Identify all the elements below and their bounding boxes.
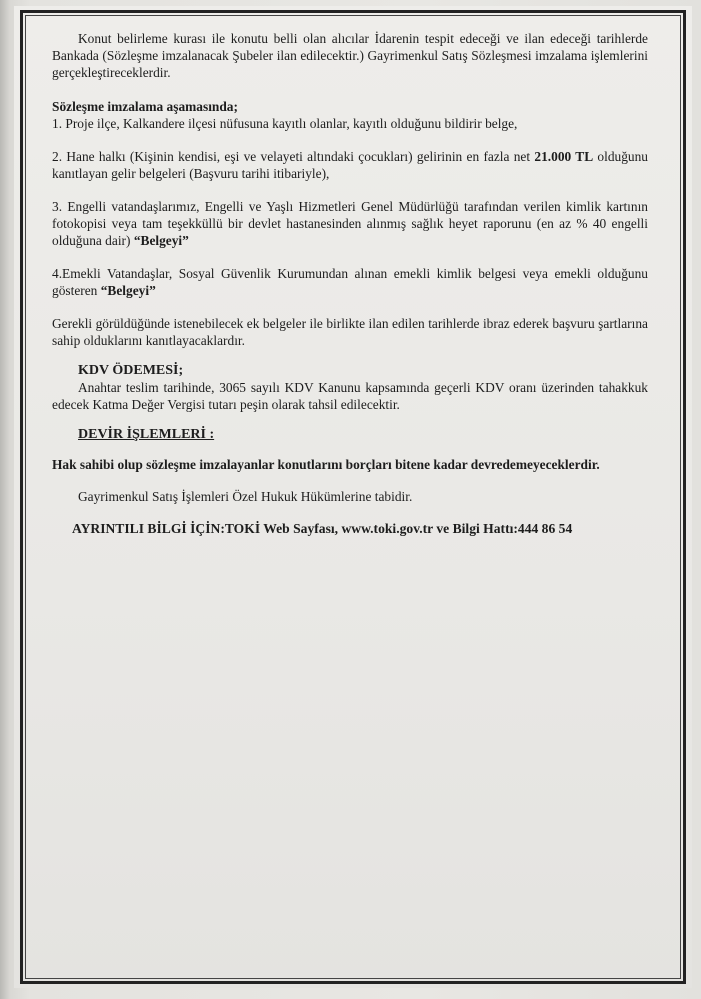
devir-text: Hak sahibi olup sözleşme imzalayanlar konutlarını borçları bitene kadar devredemeyeceklerdir.: [52, 457, 600, 472]
requirement-4-text: 4.Emekli Vatandaşlar, Sosyal Güvenlik Kurumundan alınan emekli kimlik belgesi veya emekli olduğunu gösteren: [52, 266, 648, 298]
requirement-3: [52, 198, 648, 249]
requirement-4-document: “Belgeyi”: [100, 283, 156, 298]
contract-stage-closing: Gerekli görüldüğünde istenebilecek ek belgeler ile birlikte ilan edilen tarihlerde ibraz ederek başvuru şartlarına sahip olduklarını kanıtlayacaklardır.: [52, 316, 648, 348]
contract-stage-heading: Sözleşme imzalama aşamasında;: [52, 99, 238, 114]
requirement-2-text: 2. Hane halkı (Kişinin kendisi, eşi ve velayeti altındaki çocukları) gelirinin en fazla net: [52, 149, 535, 164]
kdv-heading: KDV ÖDEMESİ;: [78, 363, 184, 378]
document-body: [52, 30, 648, 537]
requirement-2-text-end: olduğunu kanıtlayan gelir belgeleri (Başvuru tarihi itibariyle),: [52, 149, 648, 181]
kdv-text: Anahtar teslim tarihinde, 3065 sayılı KDV Kanunu kapsamında geçerli KDV oranı üzerinden tahakkuk edecek Katma Değer Vergisi tutarı peşin olarak tahsil edilecektir.: [52, 380, 648, 412]
requirement-1: 1. Proje ilçe, Kalkandere ilçesi nüfusuna kayıtlı olanlar, kayıtlı olduğunu bildirir belge,: [52, 116, 518, 131]
requirement-4: [52, 265, 648, 299]
devir-note: Gayrimenkul Satış İşlemleri Özel Hukuk Hükümlerine tabidir.: [78, 489, 413, 504]
income-limit: 21.000 TL: [534, 149, 594, 164]
requirement-3-document: “Belgeyi”: [133, 233, 189, 248]
requirement-2: [52, 148, 648, 182]
intro-paragraph: Konut belirleme kurası ile konutu belli olan alıcılar İdarenin tespit edeceği ve ilan edeceği tarihlerde Bankada (Sözleşme imzalanacak Şubeler ilan edilecektir.) Gayrimenkul Satış Sözleşmesi imzalama işlemlerini gerçekleştireceklerdir.: [52, 31, 648, 80]
info-line: AYRINTILI BİLGİ İÇİN:TOKİ Web Sayfası, www.toki.gov.tr ve Bilgi Hattı:444 86 54: [72, 521, 573, 536]
devir-heading: DEVİR İŞLEMLERİ :: [78, 427, 215, 442]
requirement-3-text: 3. Engelli vatandaşlarımız, Engelli ve Yaşlı Hizmetleri Genel Müdürlüğü tarafından verilen kimlik kartının fotokopisi veya tam teşekküllü bir devlet hastanesinden alınmış sağlık heyet raporunu (en az % 40 engelli olduğuna dair): [52, 199, 648, 248]
